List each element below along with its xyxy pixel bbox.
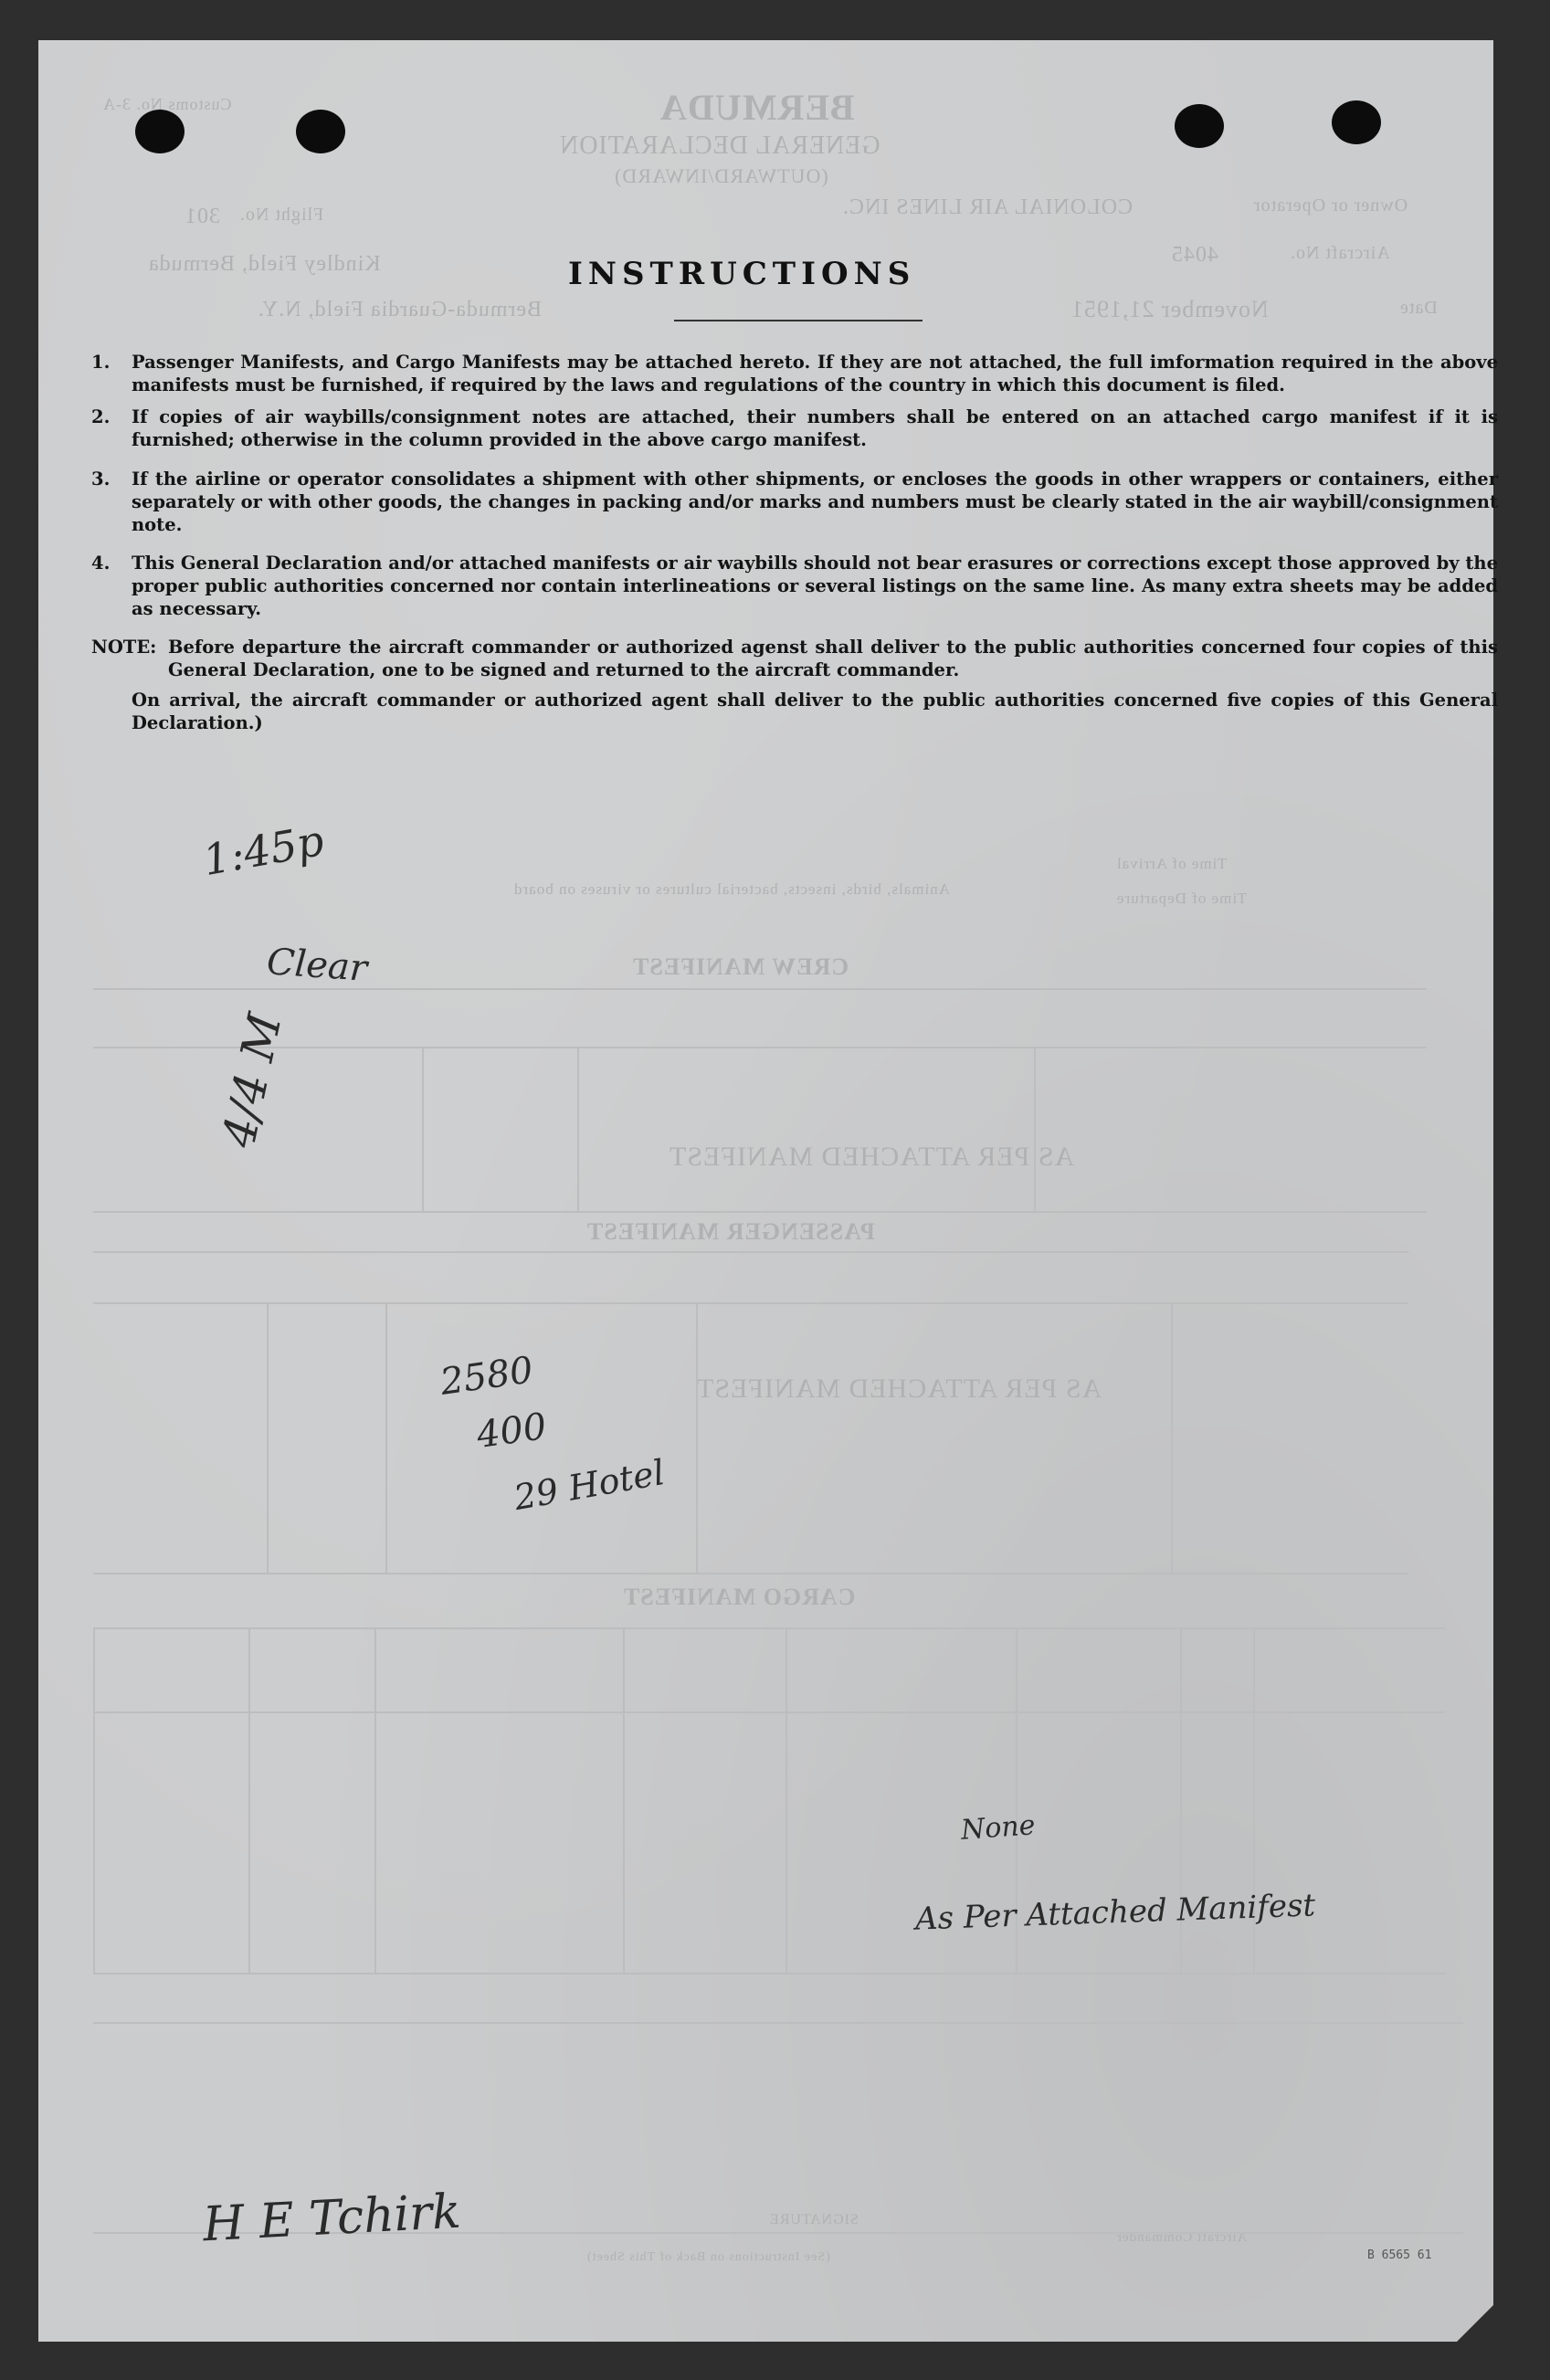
handwritten-time: 1:45p (199, 815, 328, 886)
ghost-rule (93, 988, 1427, 990)
ghost-rule (93, 2022, 1463, 2024)
instruction-text: If copies of air waybills/consignment notes are attached, their numbers shall be entered on an attached cargo manifest if it is furnished; otherwise in the column provided in the above cargo manifest. (132, 406, 1498, 450)
ghost-rule (93, 1573, 1408, 1574)
instruction-number: 3. (91, 469, 111, 490)
handwritten-figure-3: 29 Hotel (511, 1451, 668, 1519)
ghost-col (696, 1302, 698, 1573)
ghost-time-arrival: Time of Arrival (1116, 855, 1228, 872)
handwritten-figure-2: 400 (474, 1405, 550, 1458)
instruction-item-3 (91, 468, 1498, 536)
ghost-animals-line: Animals, birds, insects, bacterial cultures or viruses on board (513, 880, 950, 898)
note-label: NOTE: (91, 637, 157, 658)
ghost-col (422, 1047, 424, 1211)
ghost-rule (93, 1302, 1408, 1304)
ghost-col (248, 1627, 250, 1975)
ghost-owner-label: Owner or Operator (1253, 195, 1408, 216)
ghost-time-departure: Time of Departure (1116, 890, 1247, 907)
ghost-form-subtitle: (OUTWARD/INWARD) (614, 164, 828, 187)
ghost-back-note: (See Instructions on Back of This Sheet) (586, 2250, 830, 2264)
ghost-crew-manifest: CREW MANIFEST (632, 953, 849, 980)
ghost-flight-label: Flight No. (239, 205, 324, 225)
ghost-col (267, 1302, 269, 1573)
instruction-text: This General Declaration and/or attached manifests or air waybills should not bear erasures or corrections except those approved by the proper public authorities concerned nor contain interlineations or several listings on the same line. As many extra sheets may be added as necessary. (132, 553, 1498, 619)
note-arrival-text: On arrival, the aircraft commander or authorized agent shall deliver to the public authorities concerned five copies of this General Declaration.) (132, 690, 1498, 733)
handwritten-signature: H E Tchirk (201, 2184, 463, 2253)
note-departure-text: Before departure the aircraft commander or authorized agenst shall deliver to the public authorities concerned four copies of this General Declaration, one to be signed and returned to the aircraft commander. (168, 637, 1498, 680)
ghost-passenger-manifest: PASSENGER MANIFEST (586, 1218, 875, 1245)
title-underline (674, 320, 923, 321)
ghost-departure-place: Kindley Field, Bermuda (148, 252, 381, 276)
ghost-date-label: Date (1399, 298, 1438, 318)
ghost-rule (93, 1627, 1445, 1629)
ghost-rule (93, 1711, 1445, 1713)
ghost-col (577, 1047, 579, 1211)
ghost-owner-value: COLONIAL AIR LINES INC. (842, 195, 1134, 219)
ghost-as-per-2: AS PER ATTACHED MANIFEST (696, 1374, 1102, 1404)
ghost-aircraft-commander: Aircraft Commander (1116, 2230, 1248, 2245)
ghost-date-value: November 21,1951 (1070, 296, 1269, 322)
ghost-col (786, 1627, 787, 1975)
instruction-text: If the airline or operator consolidates a shipment with other shipments, or encloses the goods in other wrappers or containers, either separately or with other goods, the changes in packing and/or marks and numbers must be clearly stated in the air waybill/consignment note. (132, 469, 1498, 535)
handwritten-as-per-attached: As Per Attached Manifest (914, 1887, 1316, 1938)
note-block (91, 636, 1498, 734)
ghost-col (374, 1627, 376, 1975)
instruction-item-4 (91, 552, 1498, 620)
ghost-arrival-place: Bermuda-Guardia Field, N.Y. (258, 298, 543, 321)
ghost-customs-signature: SIGNATURE (769, 2212, 859, 2227)
page-title: INSTRUCTIONS (568, 256, 916, 292)
ghost-rule (93, 1251, 1408, 1253)
instruction-number: 4. (91, 553, 111, 574)
document-page (38, 40, 1498, 2342)
ghost-cargo-manifest: CARGO MANIFEST (623, 1584, 856, 1610)
ghost-col (1034, 1047, 1036, 1211)
ghost-rule (93, 1047, 1427, 1048)
instruction-text: Passenger Manifests, and Cargo Manifests may be attached hereto. If they are not attached, the full imformation required in the above manifests must be furnished, if required by the laws and regulations of the country in which this document is filed. (132, 352, 1498, 395)
ghost-rule (93, 1973, 1445, 1975)
ghost-country: BERMUDA (659, 87, 855, 128)
ghost-form-title: GENERAL DECLARATION (559, 132, 880, 160)
handwritten-none: None (959, 1809, 1037, 1847)
ghost-col (93, 1627, 95, 1975)
punch-hole-right-1 (1175, 104, 1224, 148)
ghost-col (1171, 1302, 1173, 1573)
handwritten-note: 4/4 M (212, 1008, 292, 1153)
punch-hole-right-2 (1332, 100, 1381, 144)
page-corner-curl (1457, 2305, 1493, 2342)
form-code: B 6565 61 (1367, 2248, 1432, 2262)
instruction-number: 2. (91, 406, 111, 427)
punch-hole-left-1 (135, 110, 185, 153)
punch-hole-left-2 (296, 110, 345, 153)
handwritten-figure-1: 2580 (438, 1349, 536, 1404)
ghost-col (623, 1627, 625, 1975)
instruction-number: 1. (91, 352, 111, 373)
instruction-item-1 (91, 351, 1498, 396)
ghost-col (385, 1302, 387, 1573)
ghost-aircraft-value: 4045 (1171, 243, 1218, 267)
ghost-flight-value: 301 (185, 205, 220, 228)
ghost-aircraft-label: Aircraft No. (1290, 243, 1390, 263)
ghost-rule (93, 1211, 1427, 1213)
ghost-customs-no: Customs No. 3-A (102, 95, 232, 113)
handwritten-clear: Clear (265, 941, 369, 990)
ghost-as-per-1: AS PER ATTACHED MANIFEST (669, 1142, 1075, 1172)
instruction-item-2 (91, 405, 1498, 451)
